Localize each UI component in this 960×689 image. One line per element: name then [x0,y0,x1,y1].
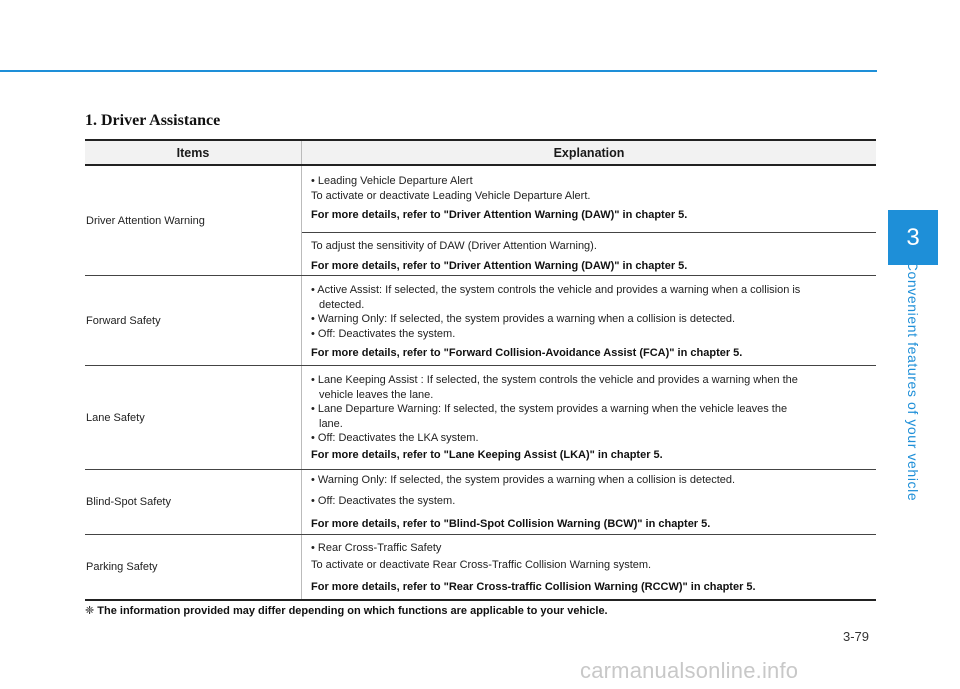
reference-line: For more details, refer to "Driver Attention Warning (DAW)" in chapter 5. [311,259,688,272]
header-explanation: Explanation [301,141,876,164]
explanation-line: • Active Assist: If selected, the system controls the vehicle and provides a warning when a collision is [311,284,801,296]
explanation-line: • Off: Deactivates the system. [311,494,456,507]
explanation-line: • Off: Deactivates the LKA system. [311,432,479,444]
explanation-line: vehicle leaves the lane. [319,388,434,401]
chapter-title-vertical: Convenient features of your vehicle [905,260,921,502]
explanation-line: • Warning Only: If selected, the system provides a warning when a collision is detected. [311,313,736,325]
item-cell: Parking Safety [86,561,158,573]
chapter-number: 3 [906,223,920,251]
explanation-line: detected. [319,298,365,311]
page-number: 3-79 [843,629,870,644]
table-row [85,276,876,366]
explanation-cell [301,535,876,599]
explanation-block [302,232,876,275]
explanation-line: • Lane Departure Warning: If selected, the system provides a warning when the vehicle leaves the [311,403,788,415]
table-row [85,166,876,276]
reference-line: For more details, refer to "Driver Attention Warning (DAW)" in chapter 5. [311,209,688,221]
watermark-text: carmanualsonline.info [580,658,799,683]
table-header [85,141,876,166]
reference-line: For more details, refer to "Forward Collision-Avoidance Assist (FCA)" in chapter 5. [311,347,743,359]
explanation-block [302,470,876,534]
item-cell: Driver Attention Warning [86,214,205,227]
table-row [85,535,876,601]
reference-line: For more details, refer to "Lane Keeping Assist (LKA)" in chapter 5. [311,448,663,461]
explanation-cell [301,470,876,534]
section-title: 1. Driver Assistance [85,112,221,129]
table-row [85,470,876,535]
footnote: ❈ The information provided may differ depending on which functions are applicable to your vehicle. [85,605,608,617]
item-cell: Blind-Spot Safety [86,496,171,508]
explanation-line: lane. [319,417,343,430]
header-items: Items [176,145,210,160]
explanation-cell [301,166,876,275]
settings-table [85,139,876,601]
explanation-line: • Off: Deactivates the system. [311,327,456,340]
explanation-line: • Leading Vehicle Departure Alert [311,175,473,187]
explanation-block [302,366,876,469]
explanation-block [302,535,876,599]
explanation-line: • Warning Only: If selected, the system provides a warning when a collision is detected. [311,474,736,486]
explanation-line: To activate or deactivate Rear Cross-Traffic Collision Warning system. [311,558,652,571]
explanation-block [302,276,876,365]
item-cell: Lane Safety [86,411,145,424]
reference-line: For more details, refer to "Rear Cross-traffic Collision Warning (RCCW)" in chapter 5. [311,581,756,593]
explanation-line: • Lane Keeping Assist : If selected, the system controls the vehicle and provides a warning when the [311,374,798,386]
item-cell: Forward Safety [86,314,161,327]
explanation-cell [301,276,876,365]
explanation-line: To activate or deactivate Leading Vehicle Departure Alert. [311,189,591,202]
chapter-tab [888,210,938,265]
explanation-cell [301,366,876,469]
explanation-line: To adjust the sensitivity of DAW (Driver Attention Warning). [311,240,597,252]
top-accent-rule [0,70,877,72]
chapter-side-label [896,260,930,502]
table-row [85,366,876,470]
explanation-block [302,166,876,232]
explanation-line: • Rear Cross-Traffic Safety [311,542,442,554]
reference-line: For more details, refer to "Blind-Spot Collision Warning (BCW)" in chapter 5. [311,518,711,530]
